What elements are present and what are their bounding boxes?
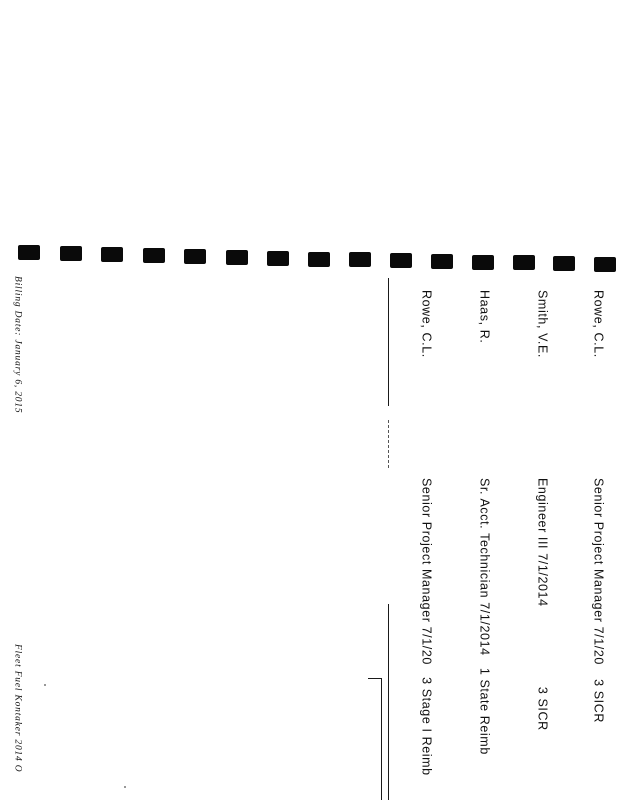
employee-name: Rowe, C.L.: [591, 290, 606, 358]
table-dashed-line: [388, 420, 389, 468]
binder-mark: [349, 252, 371, 267]
binder-mark: [308, 252, 330, 267]
table-row: [478, 290, 491, 343]
binder-mark: [267, 251, 289, 266]
binder-mark: [60, 246, 82, 261]
binder-mark: [18, 245, 40, 260]
bracket-line: [368, 678, 382, 679]
binder-mark: [553, 256, 575, 271]
table-row-title: [420, 478, 433, 776]
employee-name: Haas, R.: [477, 290, 492, 344]
employee-name: Rowe, C.L.: [419, 290, 434, 358]
scan-speck: [44, 684, 46, 686]
binder-mark: [594, 257, 616, 272]
position-date: Senior Project Manager 7/1/20: [419, 478, 434, 665]
binder-mark: [184, 249, 206, 264]
funding-code: 1 State Reimb: [477, 667, 492, 755]
table-divider-line: [388, 604, 389, 800]
funding-code: 3 Stage I Reimb: [419, 677, 434, 776]
table-row: [536, 290, 549, 358]
binder-mark: [513, 255, 535, 270]
table-row-title: [478, 478, 491, 755]
table-row: [420, 290, 433, 358]
table-divider-line: [388, 278, 389, 406]
position-date: Engineer III 7/1/2014: [535, 478, 550, 607]
binder-mark: [143, 248, 165, 263]
binder-mark: [226, 250, 248, 265]
bracket-line: [381, 678, 382, 800]
position-date: Sr. Acct. Technician 7/1/2014: [477, 478, 492, 656]
position-date: Senior Project Manager 7/1/20: [591, 478, 606, 665]
billing-date: Billing Date: January 6, 2015: [12, 276, 23, 414]
funding-code: 3 SICR: [535, 686, 550, 731]
binder-mark: [431, 254, 453, 269]
table-row-title: [536, 478, 549, 731]
scan-speck: [124, 786, 126, 788]
binder-mark: [390, 253, 412, 268]
binder-mark: [472, 255, 494, 270]
table-row: [592, 290, 605, 358]
binder-mark: [101, 247, 123, 262]
table-row-title: [592, 478, 605, 723]
employee-name: Smith, V.E.: [535, 290, 550, 358]
funding-code: 3 SICR: [591, 679, 606, 723]
footer-right-text: Fleet Fuel Kontaker 2014 O: [12, 644, 23, 773]
